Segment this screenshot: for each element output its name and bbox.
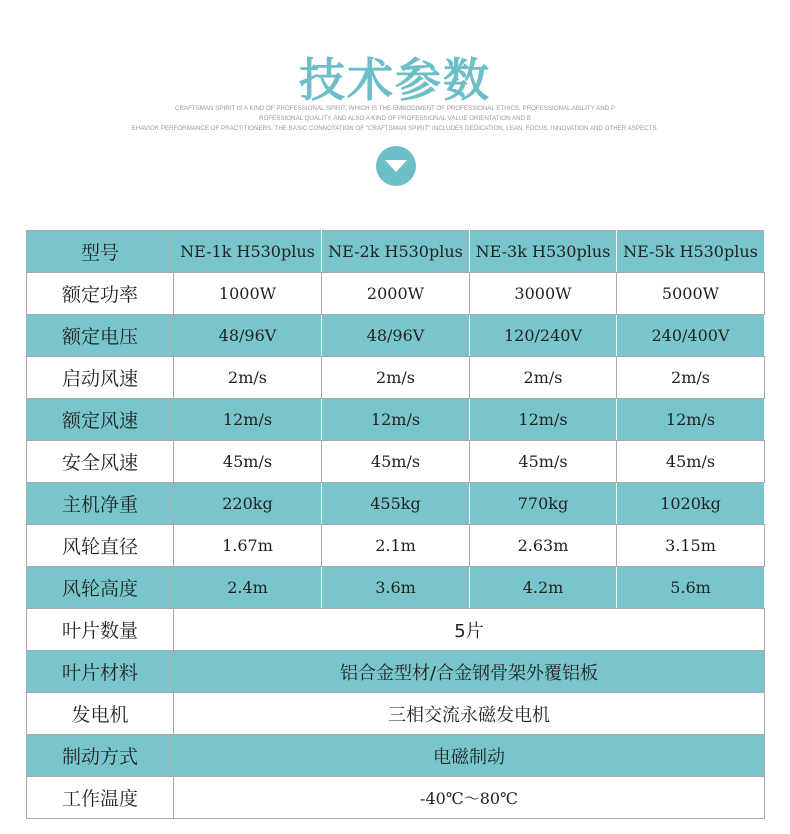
cell-value: 45m/s <box>174 441 322 483</box>
subtitle-line: ROFESSIONAL QUALITY, AND ALSO A KIND OF PROFESSIONAL VALUE ORIENTATION AND B <box>259 115 531 122</box>
table-row <box>27 735 765 777</box>
table-row <box>27 777 765 819</box>
cell-value: 4.2m <box>470 567 617 609</box>
row-label: 叶片材料 <box>27 651 174 693</box>
header-label: 型号 <box>27 231 174 273</box>
cell-value: 2m/s <box>322 357 470 399</box>
table-row <box>27 357 765 399</box>
table-row <box>27 609 765 651</box>
cell-value: 5.6m <box>617 567 765 609</box>
row-label: 启动风速 <box>27 357 174 399</box>
merged-cell-value: 5片 <box>174 609 765 651</box>
table-row <box>27 273 765 315</box>
model-name: NE-5k H530plus <box>617 231 765 273</box>
row-label: 安全风速 <box>27 441 174 483</box>
cell-value: 2.1m <box>322 525 470 567</box>
row-label: 风轮直径 <box>27 525 174 567</box>
cell-value: 12m/s <box>322 399 470 441</box>
cell-value: 3.6m <box>322 567 470 609</box>
cell-value: 455kg <box>322 483 470 525</box>
cell-value: 45m/s <box>322 441 470 483</box>
cell-value: 1000W <box>174 273 322 315</box>
table-header-row <box>27 231 765 273</box>
cell-value: 2m/s <box>617 357 765 399</box>
row-label: 发电机 <box>27 693 174 735</box>
table-row <box>27 693 765 735</box>
cell-value: 2000W <box>322 273 470 315</box>
cell-value: 770kg <box>470 483 617 525</box>
model-name: NE-2k H530plus <box>322 231 470 273</box>
row-label: 主机净重 <box>27 483 174 525</box>
subtitle-line: CRAFTSMAN SPIRIT IS A KIND OF PROFESSIONAL SPIRIT, WHICH IS THE EMBODIMENT OF PROFESSIONAL ETHICS, PROFESSIONAL ABILITY AND P <box>175 105 615 112</box>
chevron-down-icon <box>385 160 407 172</box>
cell-value: 12m/s <box>470 399 617 441</box>
cell-value: 48/96V <box>174 315 322 357</box>
table-row <box>27 441 765 483</box>
cell-value: 2.4m <box>174 567 322 609</box>
cell-value: 2m/s <box>174 357 322 399</box>
row-label: 工作温度 <box>27 777 174 819</box>
cell-value: 120/240V <box>470 315 617 357</box>
cell-value: 1020kg <box>617 483 765 525</box>
table-row <box>27 315 765 357</box>
row-label: 制动方式 <box>27 735 174 777</box>
table-row <box>27 483 765 525</box>
cell-value: 12m/s <box>617 399 765 441</box>
cell-value: 1.67m <box>174 525 322 567</box>
subtitle-line: EHAVIOR PERFORMANCE OF PRACTITIONERS. THE BASIC CONNOTATION OF "CRAFTSMAN SPIRIT" INCLUDES DEDICATION, LEAN, FOCUS, INNOVATION AND OTHER ASPECTS. <box>131 125 659 132</box>
cell-value: 3000W <box>470 273 617 315</box>
cell-value: 48/96V <box>322 315 470 357</box>
table-row <box>27 525 765 567</box>
row-label: 风轮高度 <box>27 567 174 609</box>
cell-value: 45m/s <box>617 441 765 483</box>
merged-cell-value: 三相交流永磁发电机 <box>174 693 765 735</box>
cell-value: 5000W <box>617 273 765 315</box>
cell-value: 220kg <box>174 483 322 525</box>
table-row <box>27 651 765 693</box>
row-label: 额定风速 <box>27 399 174 441</box>
row-label: 额定功率 <box>27 273 174 315</box>
cell-value: 45m/s <box>470 441 617 483</box>
model-name: NE-3k H530plus <box>470 231 617 273</box>
scroll-down-button[interactable] <box>376 146 416 186</box>
row-label: 叶片数量 <box>27 609 174 651</box>
merged-cell-value: 电磁制动 <box>174 735 765 777</box>
row-label: 额定电压 <box>27 315 174 357</box>
table-row <box>27 567 765 609</box>
merged-cell-value: 铝合金型材/合金钢骨架外覆铝板 <box>174 651 765 693</box>
table-row <box>27 399 765 441</box>
model-name: NE-1k H530plus <box>174 231 322 273</box>
cell-value: 240/400V <box>617 315 765 357</box>
cell-value: 12m/s <box>174 399 322 441</box>
merged-cell-value: -40℃～80℃ <box>174 777 765 819</box>
cell-value: 2.63m <box>470 525 617 567</box>
spec-table <box>26 230 765 819</box>
page-title: 技术参数 <box>299 53 491 107</box>
cell-value: 3.15m <box>617 525 765 567</box>
cell-value: 2m/s <box>470 357 617 399</box>
subtitle <box>90 104 700 134</box>
